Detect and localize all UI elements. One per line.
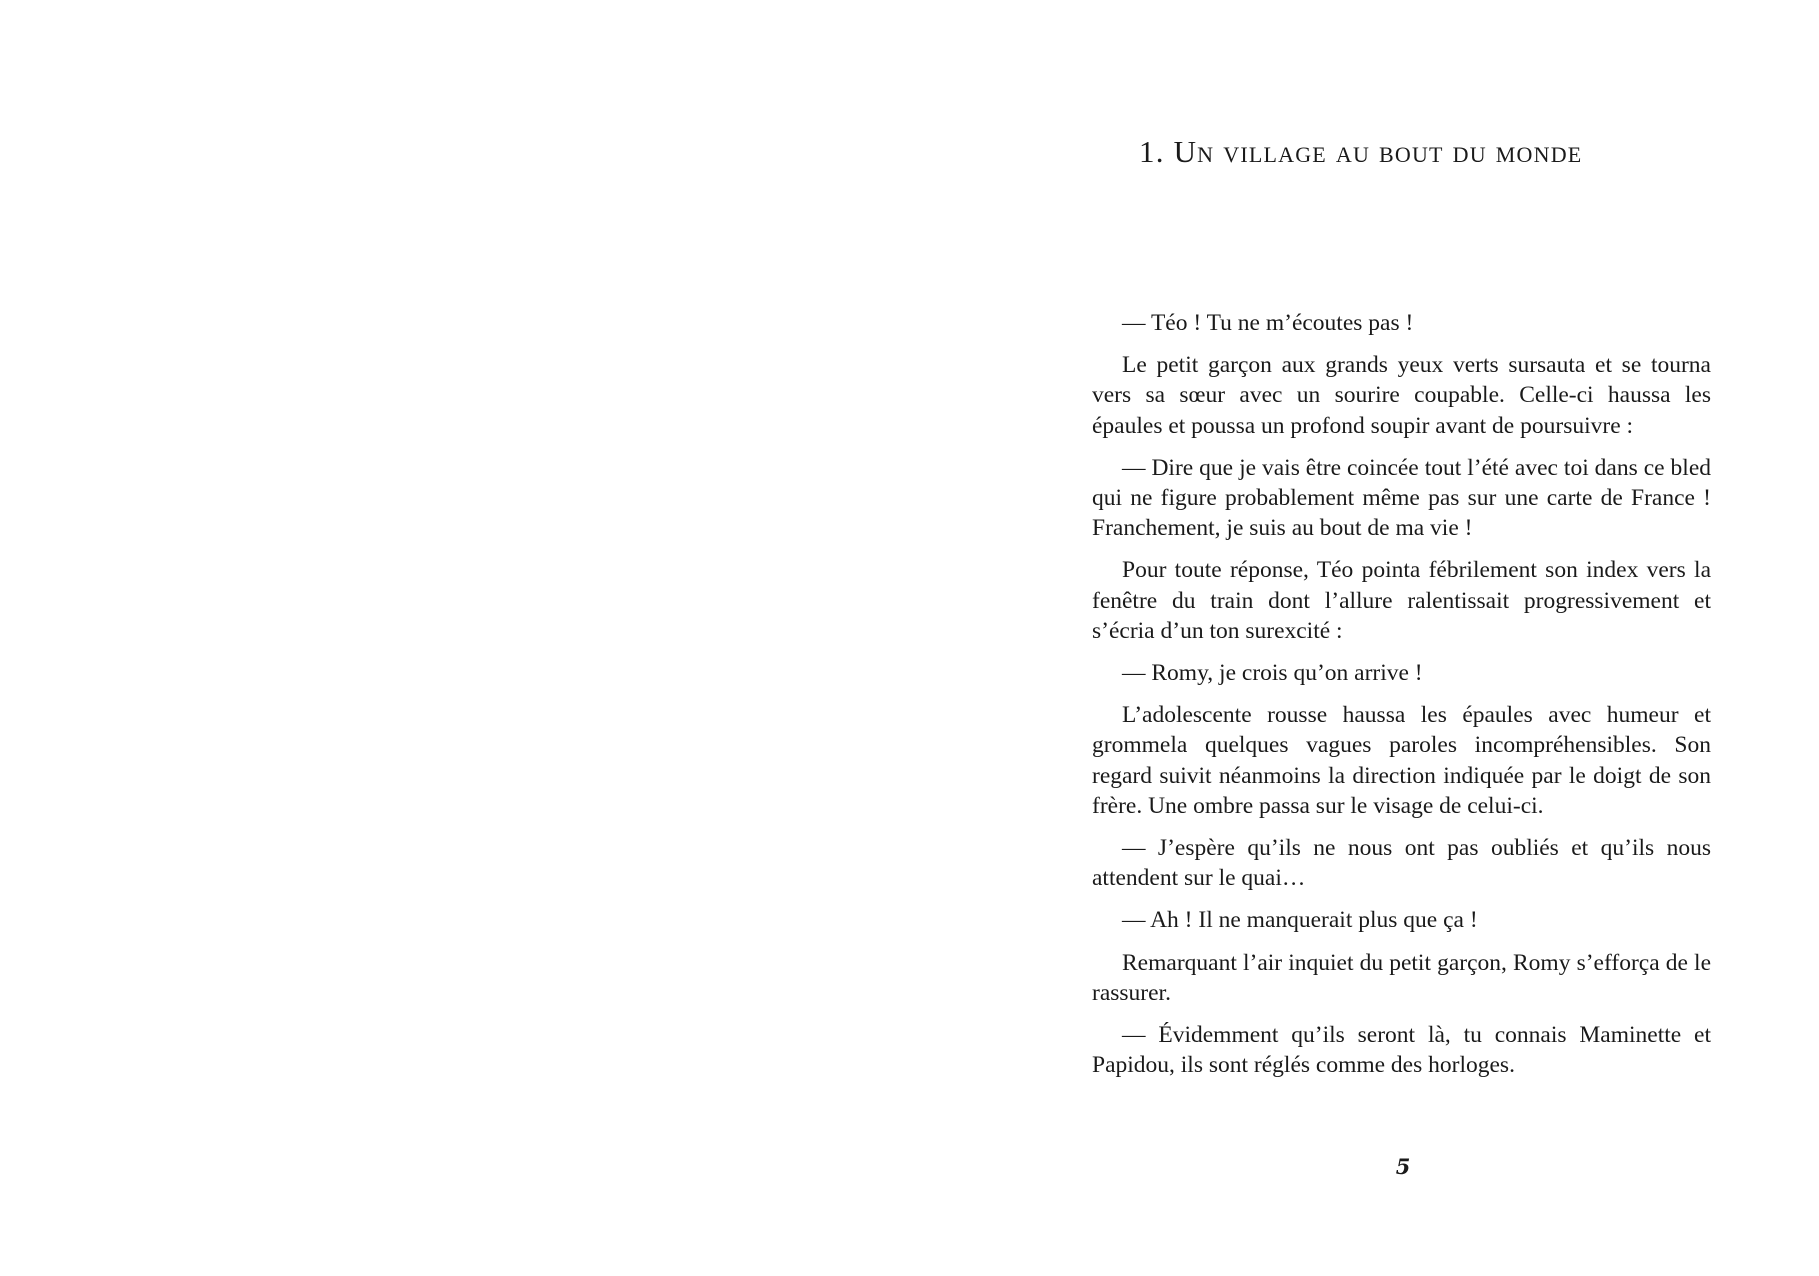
- paragraph: — Évidemment qu’ils seront là, tu connais Maminette et Papidou, ils sont réglés comme des horloges.: [1092, 1022, 1711, 1079]
- paragraph: — Ah ! Il ne manquerait plus que ça !: [1122, 907, 1478, 934]
- paragraph: Pour toute réponse, Téo pointa fébrilement son index vers la fenêtre du train dont l’allure ralentissait progressivement et s’écria d’un ton surexcité :: [1092, 557, 1711, 644]
- paragraph: Le petit garçon aux grands yeux verts sursauta et se tourna vers sa sœur avec un sourire coupable. Celle-ci haussa les épaules et poussa un profond soupir avant de poursuivre :: [1092, 352, 1711, 439]
- chapter-body: [1092, 308, 1711, 1092]
- left-page-blank: [0, 0, 909, 1276]
- chapter-title: 1. Un village au bout du monde: [1139, 134, 1583, 169]
- paragraph: L’adolescente rousse haussa les épaules avec humeur et grommela quelques vagues paroles incompréhensibles. Son regard suivit néanmoins la direction indiquée par le doigt de son frère. Une ombre passa sur le visage de celui-ci.: [1092, 702, 1711, 819]
- paragraph: — J’espère qu’ils ne nous ont pas oubliés et qu’ils nous attendent sur le quai…: [1092, 835, 1711, 892]
- paragraph: — Téo ! Tu ne m’écoutes pas !: [1122, 310, 1414, 336]
- page-number: 5: [1395, 1154, 1411, 1179]
- paragraph: — Romy, je crois qu’on arrive !: [1122, 660, 1423, 687]
- paragraph: Remarquant l’air inquiet du petit garçon, Romy s’efforça de le rassurer.: [1092, 949, 1711, 1006]
- paragraph: — Dire que je vais être coincée tout l’été avec toi dans ce bled qui ne figure probablement même pas sur une carte de France ! Franchement, je suis au bout de ma vie !: [1092, 454, 1711, 542]
